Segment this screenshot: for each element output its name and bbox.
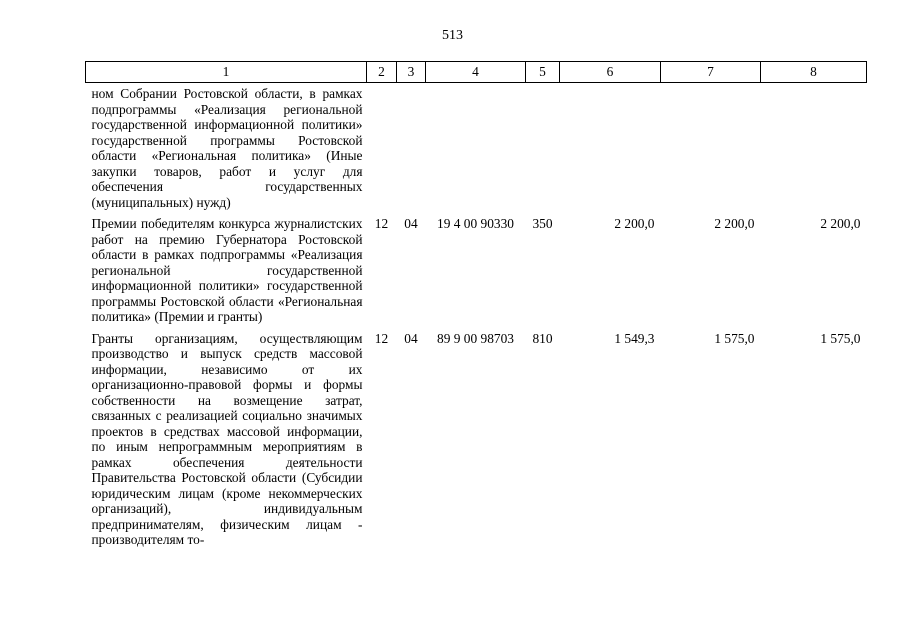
row-amount-2: 2 200,0 [714,216,755,231]
row-amount-3: 1 575,0 [820,330,861,346]
row-description: ном Собрании Ростовской области, в рамках подпрограммы «Реализация региональной государственной информационной политики» государственной программы Ростовской области «Региональная политика» (Иные закупки товаров, работ и услуг для обеспечения государственных (муниципальных) нужд) [91,86,363,210]
row-amount-3 [761,86,867,216]
column-header-6: 6 [560,62,661,83]
column-header-5: 5 [526,62,560,83]
row-amount-1: 1 549,3 [614,330,655,346]
row-target-item [426,86,526,216]
column-header-2: 2 [367,62,397,83]
row-expense-type [526,86,560,216]
column-header-3: 3 [397,62,426,83]
table-row [86,86,867,216]
row-amount-2: 1 575,0 [714,330,755,346]
row-amount-2 [661,86,761,216]
column-header-1: 1 [86,62,367,83]
row-amount-1: 2 200,0 [614,216,655,231]
row-subsection: 04 [404,216,418,231]
row-target-item: 19 4 00 90330 [437,216,514,231]
row-section [367,86,397,216]
column-header-7: 7 [661,62,761,83]
row-subsection: 04 [404,330,418,346]
column-header-4: 4 [426,62,526,83]
row-subsection [397,86,426,216]
row-expense-type: 350 [532,216,553,231]
row-amount-1 [560,86,661,216]
table-header-row [86,62,867,83]
page-number: 513 [442,28,463,43]
table-row [86,216,867,331]
row-section: 12 [374,330,389,346]
row-amount-3: 2 200,0 [820,216,861,231]
row-target-item: 89 9 00 98703 [437,330,514,346]
column-header-8: 8 [761,62,867,83]
table-row [86,331,867,548]
row-section: 12 [374,216,389,231]
row-description: Премии победителям конкурса журналистских работ на премию Губернатора Ростовской области в рамках подпрограммы «Реализация региональной государственной информационной политики» государственной программы Ростовской области «Региональная политика» (Премии и гранты) [91,216,363,324]
row-expense-type: 810 [532,330,553,346]
row-description: Гранты организациям, осуществляющим производство и выпуск средств массовой информации, независимо от их организационно-правовой формы и формы собственности на возмещение затрат, связанных с реализацией социально значимых проектов в средствах массовой информации, по иным непрограммным мероприятиям в рамках обеспечения деятельности Правительства Ростовской области (Субсидии юридическим лицам (кроме некоммерческих организаций), индивидуальным предпринимателям, физическим лицам - производителям то- [91,330,363,547]
budget-table [85,61,867,548]
